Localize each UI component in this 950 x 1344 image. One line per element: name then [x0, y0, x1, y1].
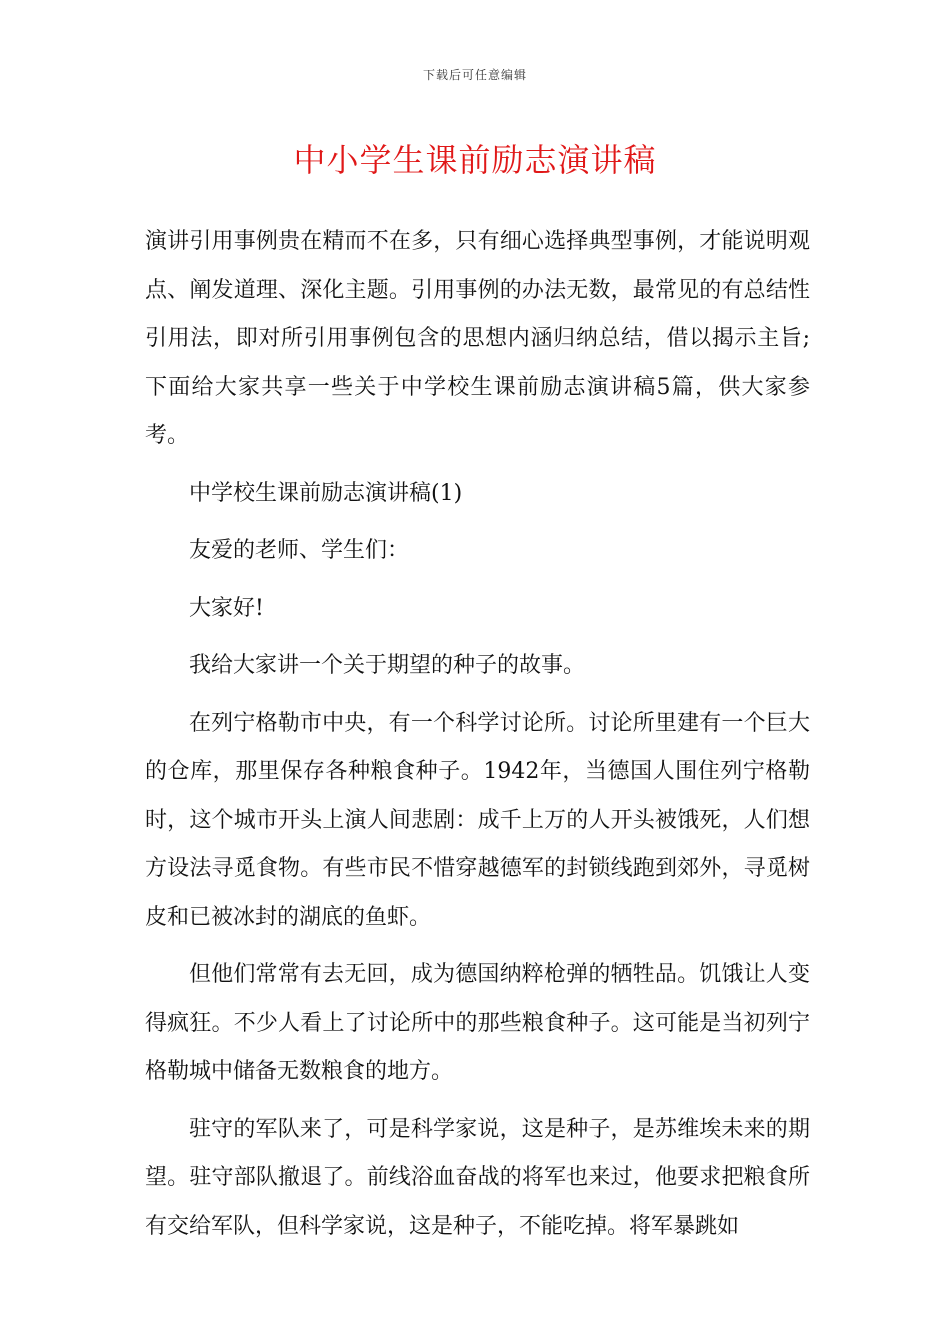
paragraph-story-2: 但他们常常有去无回，成为德国纳粹枪弹的牺牲品。饥饿让人变得疯狂。不少人看上了讨论所中的那些粮食种子。这可能是当初列宁格勒城中储备无数粮食的地方。	[145, 962, 810, 1084]
paragraph-story-3: 驻守的军队来了，可是科学家说，这是种子，是苏维埃未来的期望。驻守部队撤退了。前线浴血奋战的将军也来过，他要求把粮食所有交给军队，但科学家说，这是种子，不能吃掉。将军暴跳如	[145, 1116, 810, 1239]
paragraph-salutation: 友爱的老师、学生们：	[189, 538, 410, 563]
paragraph-story-intro: 我给大家讲一个关于期望的种子的故事。	[189, 653, 586, 678]
paragraph-greeting: 大家好!	[189, 595, 264, 621]
document-title: 中小学生课前励志演讲稿	[293, 141, 657, 179]
paragraph-speech-heading: 中学校生课前励志演讲稿(1)	[189, 480, 463, 506]
paragraph-intro: 演讲引用事例贵在精而不在多，只有细心选择典型事例，才能说明观点、阐发道理、深化主题。引用事例的办法无数，最常见的有总结性引用法，即对所引用事例包含的思想内涵归纳总结，借以揭示主旨;下面给大家共享一些关于中学校生课前励志演讲稿5篇，供大家参考。	[145, 229, 810, 448]
header-note: 下载后可任意编辑	[422, 68, 527, 82]
paragraph-story-1: 在列宁格勒市中央，有一个科学讨论所。讨论所里建有一个巨大的仓库，那里保存各种粮食种子。1942年，当德国人围住列宁格勒时，这个城市开头上演人间悲剧：成千上万的人开头被饿死，人们想方设法寻觅食物。有些市民不惜穿越德军的封锁线跑到郊外，寻觅树皮和已被冰封的湖底的鱼虾。	[145, 710, 810, 930]
document-body	[145, 218, 810, 1251]
